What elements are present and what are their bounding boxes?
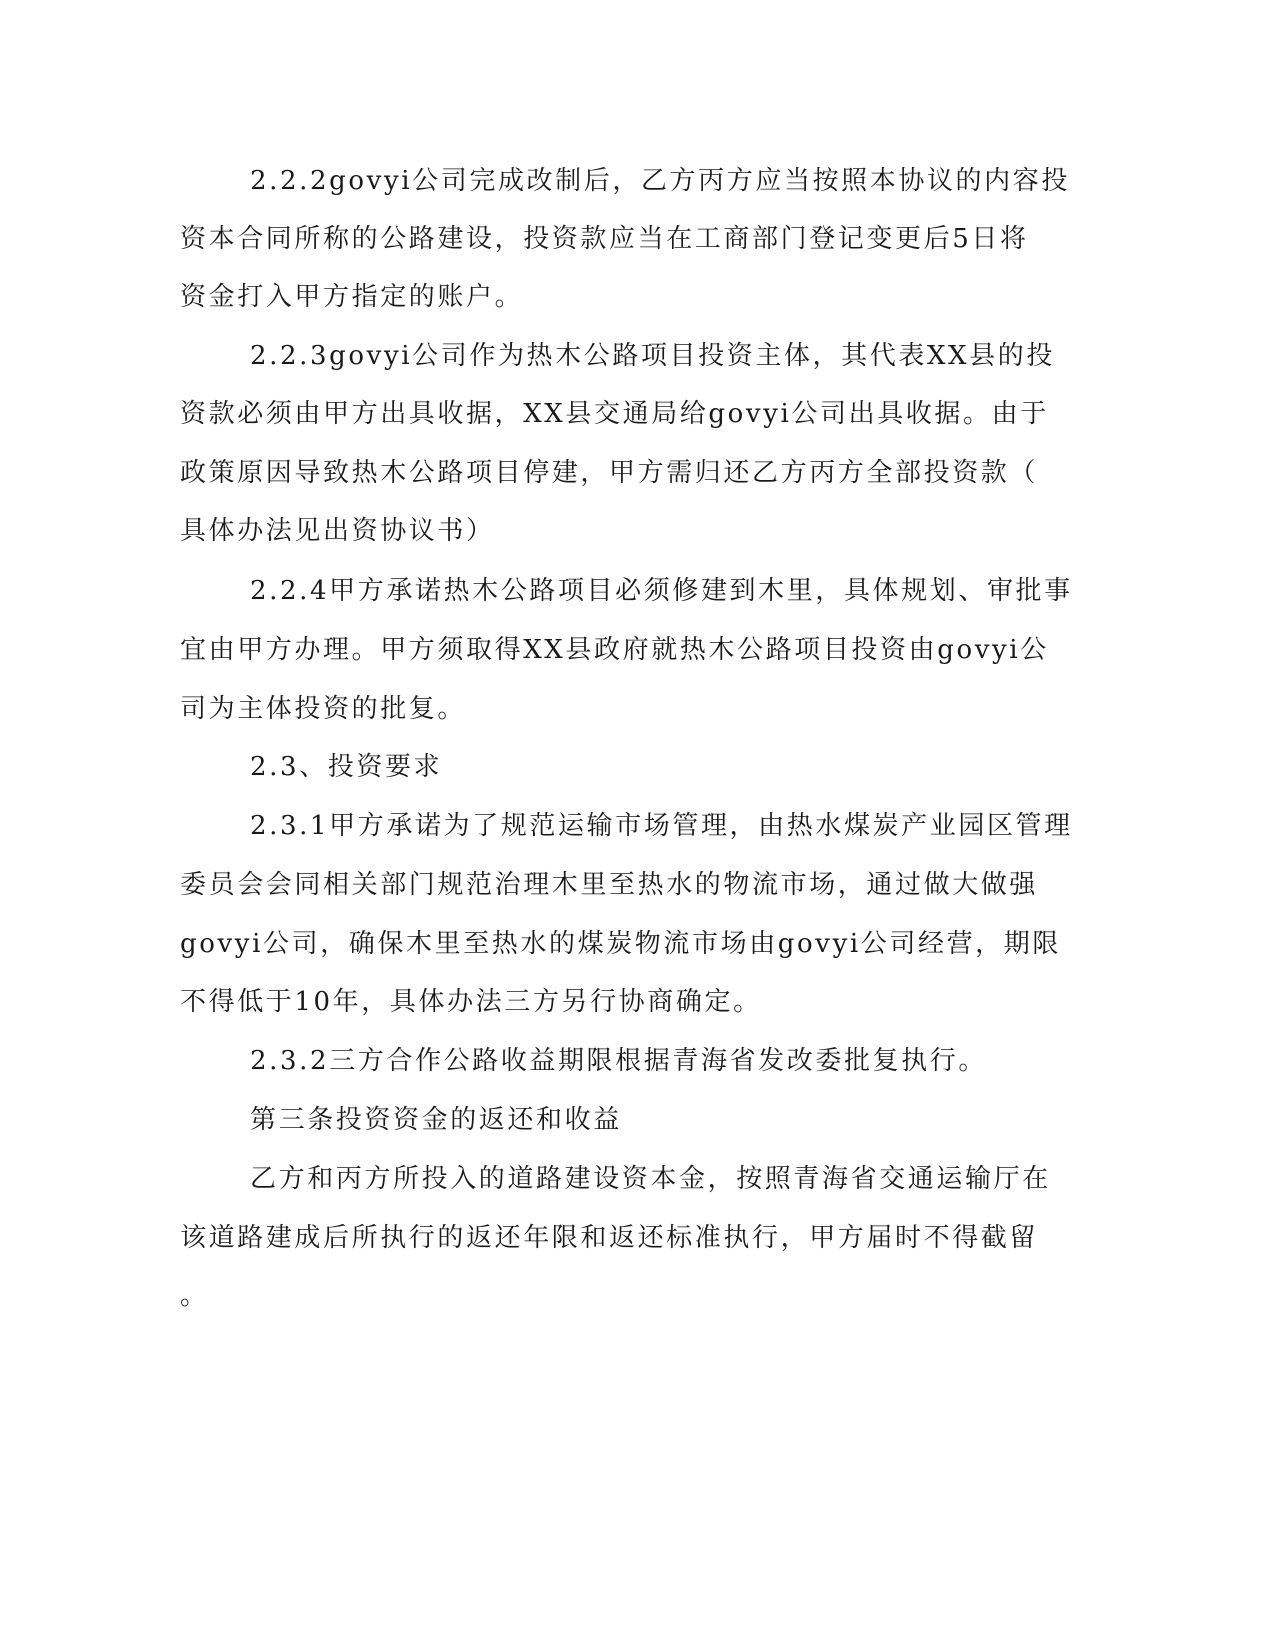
paragraph-line: 2.3.2三方合作公路收益期限根据青海省发改委批复执行。 [250, 1046, 987, 1076]
paragraph-line: govyi公司，确保木里至热水的煤炭物流市场由govyi公司经营，期限 [180, 929, 1061, 959]
paragraph-line: 政策原因导致热木公路项目停建，甲方需归还乙方丙方全部投资款（ [180, 458, 1039, 488]
paragraph-line: 乙方和丙方所投入的道路建设资本金，按照青海省交通运输厅在 [250, 1164, 1051, 1194]
paragraph-line: 宜由甲方办理。甲方须取得XX县政府就热木公路项目投资由govyi公 [180, 635, 1049, 665]
paragraph-line: 司为主体投资的批复。 [180, 694, 467, 724]
paragraph-line: 资本合同所称的公路建设，投资款应当在工商部门登记变更后5日将 [180, 224, 1029, 254]
paragraph-line: 具体办法见出资协议书） [180, 516, 495, 546]
paragraph-line: 不得低于10年，具体办法三方另行协商确定。 [180, 987, 762, 1017]
paragraph-line: 2.2.4甲方承诺热木公路项目必须修建到木里，具体规划、审批事 [250, 576, 1073, 606]
paragraph-line: 2.2.2govyi公司完成改制后，乙方丙方应当按照本协议的内容投 [250, 166, 1070, 196]
paragraph-line: 2.3.1甲方承诺为了规范运输市场管理，由热水煤炭产业园区管理 [250, 811, 1073, 841]
section-heading: 2.3、投资要求 [250, 752, 443, 782]
paragraph-line: 。 [180, 1281, 209, 1311]
article-heading: 第三条投资资金的返还和收益 [250, 1105, 622, 1135]
paragraph-line: 资金打入甲方指定的账户。 [180, 282, 524, 312]
paragraph-line: 委员会会同相关部门规范治理木里至热水的物流市场，通过做大做强 [180, 870, 1039, 900]
paragraph-line: 资款必须由甲方出具收据，XX县交通局给govyi公司出具收据。由于 [180, 399, 1049, 429]
paragraph-line: 2.2.3govyi公司作为热木公路项目投资主体，其代表XX县的投 [250, 341, 1055, 371]
paragraph-line: 该道路建成后所执行的返还年限和返还标准执行，甲方届时不得截留 [180, 1223, 1039, 1253]
